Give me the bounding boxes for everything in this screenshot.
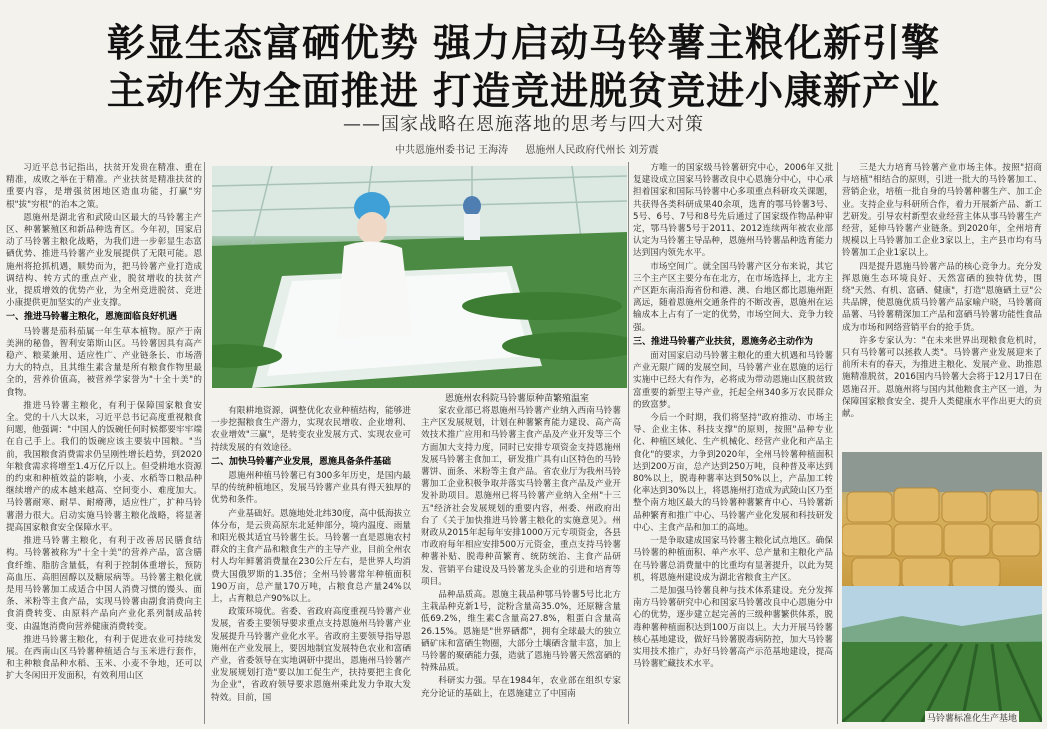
paragraph: 家农业部已将恩施州马铃薯产业纳入西南马铃薯主产区发展规划，计划在种薯繁育能力建设、高产高效技术推广应用和马铃薯主食产品及产业开发等三个方面加大支持力度，同时已安排专项资金支持恩施州发展马铃薯主食加工，研发推广具有山区特色的马铃薯饼、面条、米粉等主食产品。省农业厅为我州马铃薯加工企业积极争取并落实马铃薯主食产品及产业开发补助项目。恩施州已将马铃薯产业纳入全州"十三五"经济社会发展规划的重要内容，州委、州政府出台了《关于加快推进马铃薯主粮化的实施意见》。州财政从2015年起每年安排1000万元专项资金，各县市政府每年相应安排500万元资金，重点支持马铃薯种薯补贴、脱毒种苗繁育、统防统治、主食产品研发、营销平台建设及马铃薯龙头企业的引进和培育等项目。	[421, 406, 621, 587]
paragraph: 品种品质高。恩施主栽品种鄂马铃薯5号比北方主栽品种克新1号，淀粉含量高35.0%，还原糖含量低69.2%，维生素C含量高27.8%，粗蛋白含量高26.15%。恩施是"世界硒都"，拥有全球最大的独立硒矿床和富硒生物圈，大部分土壤硒含量丰富，加上马铃薯的聚硒能力强，造就了恩施马铃薯天然富硒的特殊品质。	[421, 590, 621, 674]
greenhouse-photo	[212, 166, 627, 388]
article-column-2	[211, 405, 411, 725]
column-divider	[628, 162, 629, 724]
paragraph: 政策环境优。省委、省政府高度重视马铃薯产业发展，省委主要领导要求重点支持恩施州马铃薯产业发展提升马铃薯产业化水平。省政府主要领导指导恩施州在产业发展上，要因地制宜发展特色农业和富硒产业，省委领导在实地调研中提出，恩施州马铃薯产业发展规划打造"要以加工促生产，扶持要把主食化为企业"，省政府领导要求恩施州乘此发力争取大发特效。目前，国	[211, 607, 411, 703]
section-heading: 三、推进马铃薯产业扶贫，恩施务必主动作为	[633, 336, 814, 347]
photo-caption: 恩施州农科院马铃薯原种苗繁殖温室	[445, 394, 590, 404]
paragraph: 有限耕地资源，调整优化农业种植结构，能够进一步挖掘粮食生产潜力，实现农民增收、企业增利、农业增效"三赢"，是转变农业发展方式、实现农业可持续发展的有效途径。	[211, 406, 411, 453]
byline	[395, 141, 673, 156]
article-column-3	[421, 405, 621, 725]
paragraph: 科研实力强。早在1984年，农业部在组织专家充分论证的基础上，在恩施建立了中国南	[421, 676, 621, 699]
paragraph: 恩施州是湖北省和武陵山区最大的马铃薯主产区、种薯繁殖区和新品种选育区。今年初，国家启动了马铃薯主粮化战略，为我们进一步彰显生态富硒优势、推进马铃薯产业发展提供了无限可能。恩施州将抢抓机遇，顺势而为，把马铃薯产业打造成调结构、转方式的重点产业，脱贫增收的扶贫产业，提质增效的优势产业，为全州竞进脱贫、竞进小康提供更加坚实的产业支撑。	[6, 212, 202, 309]
paragraph: 四是提升恩施马铃薯产品的核心竞争力。充分发挥恩施生态环境良好、天然富硒的独特优势，围绕"天然、有机、富硒、健康"，打造"恩施硒土豆"公共品牌，使恩施优质马铃薯产品家喻户晓，马铃薯商品薯、马铃薯精深加工产品和富硒马铃薯功能性食品成为市场和网络营销平台的抢手货。	[842, 261, 1042, 333]
paragraph: 二是加强马铃薯良种与技术体系建设。充分发挥南方马铃薯研究中心和国家马铃薯改良中心恩施分中心的优势，逐步建立起完善的三级种薯繁供体系，脱毒种薯种植面积达到100万亩以上。大力开展马铃薯核心基地建设，做好马铃薯脱毒病防控，加大马铃薯实用技术推广，办好马铃薯高产示范基地建设，提高马铃薯贮藏技术水平。	[633, 585, 833, 670]
paragraph: 市场空间广。就全国马铃薯产区分布来说，其它三个主产区主要分布在北方，在市场选择上，北方主产区距东南沿海省份和港、澳、台地区都比恩施州距离远，随着恩施州交通条件的不断改善，恩施州在运输成本上占有了一定的优势，市场空间大、竞争力较强。	[633, 261, 833, 333]
potato-field-photo	[842, 586, 1042, 722]
section-heading: 一、推进马铃薯主粮化，恩施面临良好机遇	[6, 312, 178, 323]
headline-line-1: 彰显生态富硒优势 强力启动马铃薯主粮化新引擎	[106, 21, 941, 65]
potato-sacks-photo	[842, 452, 1042, 592]
paragraph: 马铃薯是茄科茄属一年生草本植物。原产于南美洲的秘鲁，智利安第斯山区。马铃薯因具有高产稳产、粮菜兼用、适应性广、产业链条长、市场潜力大的特点，且其维生素含量是所有粮食作物里最全的，营养价值高，被营养学家誉为"十全十美"的食物。	[6, 326, 202, 398]
column-divider	[204, 162, 205, 724]
potato-field-illustration	[842, 586, 1042, 722]
paragraph: 一是争取建成国家马铃薯主粮化试点地区。确保马铃薯的种植面积、单产水平、总产量和主粮化产品在马铃薯总消费量中的比重均有显著提升，以此为契机，将恩施州建设成为湖北省粮食主产区。	[633, 536, 833, 583]
article-column-5	[842, 162, 1042, 444]
byline-author-1: 中共恩施州委书记 王海涛	[395, 145, 509, 156]
byline-author-2: 恩施州人民政府代州长 刘芳震	[525, 145, 659, 156]
headline-line-2: 主动作为全面推进 打造竞进脱贫竞进小康新产业	[106, 69, 941, 113]
paragraph: 习近平总书记指出，扶贫开发贵在精准、重在精准，成败之举在于精准。产业扶贫是精准扶贫的重要内容，是增强贫困地区造血功能，打赢"穷根"拔"穷根"的治本之策。	[6, 163, 202, 210]
subtitle: ——国家战略在恩施落地的思考与四大对策	[343, 114, 704, 135]
paragraph: 推进马铃薯主粮化，有利于促进农业可持续发展。在西南山区马铃薯种植适合与玉米进行套作，和主种粮食品种水稻、玉米、小麦不争地，还可以扩大冬闲田开发面积，有效利用山区	[6, 634, 202, 682]
paragraph: 今后一个时期，我们将坚持"政府推动、市场主导、企业主体、科技支撑"的原则，按照"品种专业化、种植区域化、生产机械化、经营产业化和产品主食化"的要求，力争到2020年，全州马铃薯种植面积达到200万亩，总产达到250万吨，良种普及率达到80%以上，脱毒种薯率达到50%以上，产品加工转化率达到30%以上，将恩施州打造成为武陵山区乃至整个南方地区最大的马铃薯种薯繁育中心、马铃薯新品种繁育和推广中心、马铃薯产业化发展和科技研发中心、主食产品和加工的高地。	[633, 413, 833, 533]
article-column-1	[6, 162, 202, 724]
paragraph: 推进马铃薯主粮化，有利于改善居民膳食结构。马铃薯被称为"十全十美"的营养产品，富含膳食纤维、脂肪含量低，有利于控制体重增长，预防高血压、高胆固醇以及糖尿病等。马铃薯主粮化就是用马铃薯加工成适合中国人消费习惯的馒头、面条、米粉等主食产品，实现马铃薯由副食消费向主食消费转变、由原料产品向产业化系列制成品转变、由温饱消费向营养健康消费转变。	[6, 536, 202, 632]
column-divider	[837, 162, 838, 724]
paragraph: 产业基础好。恩施地处北纬30度，高中低海拔立体分布，是云贵高原东北延伸部分，境内温度、雨量和阳光极其适宜马铃薯生长。马铃薯一直是恩施农村群众的主食产品和粮食生产的主导产业，目前全州农村人均年鲜薯消费量在230公斤左右，是世界人均消费大国俄罗斯的1.35倍；全州马铃薯常年种植面积190万亩，总产量170万吨，占粮食总产量24%以上，占育粮总产90%以上。	[211, 508, 411, 605]
section-heading: 二、加快马铃薯产业发展，恩施具备条件基础	[211, 456, 392, 467]
paragraph: 许多专家认为："在未来世界出现粮食危机时，只有马铃薯可以拯救人类"。马铃薯产业发展迎来了前所未有的春天，为推进主粮化、发展产业、助推恩施精准脱贫，2016国内马铃薯大会将于12月17日在恩施召开。恩施州将与国内其他粮食主产区一道，为保障国家粮食安全、提升人类健康水平作出更大的贡献。	[842, 335, 1042, 420]
paragraph: 面对国家启动马铃薯主粮化的重大机遇和马铃薯产业无限广阔的发展空间，马铃薯产业在恩施的运行实施中已经大有作为，必将成为带动恩施山区脱贫致富重要的新型主导产业，托起全州340多万农民群众的致富梦。	[633, 351, 833, 410]
article-column-4	[633, 162, 833, 724]
greenhouse-illustration	[212, 166, 627, 388]
paragraph: 方唯一的国家级马铃薯研究中心，2006年又批复建设成立国家马铃薯改良中心恩施分中心，中心承担着国家和国际马铃薯中心多项重点科研攻关课题，共获得各类科研成果40余项，选育的鄂马铃薯3号、5号、6号、7号和8号先后通过了国家级作物品种审定，鄂马铃薯5号于2011、2012连续两年被农业部认定为马铃薯主导品种，恩施州马铃薯品种选育能力达到国内领先水平。	[633, 163, 833, 259]
paragraph: 推进马铃薯主粮化，有利于保障国家粮食安全。党的十八大以来，习近平总书记高度重视粮食问题，他强调："中国人的饭碗任何时候都要牢牢端在自己手上。我们的饭碗应该主要装中国粮。"当前，我国粮食消费需求仍呈刚性增长趋势，到2020年粮食需求将增至1.4万亿斤以上。但受耕地水资源的约束和种植效益的影响，小麦、水稻等口粮品种继续增产的成本越来越高、空间变小、难度加大。马铃薯耐寒、耐旱、耐瘠薄，适应性广，扩种马铃薯潜力很大。启动实施马铃薯主粮化战略，将显著提高国家粮食安全保障水平。	[6, 400, 202, 533]
photo-caption: 马铃薯标准化生产基地	[925, 711, 1019, 724]
paragraph: 恩施州种植马铃薯已有300多年历史，是国内最早的传统种植地区，发展马铃薯产业具有得天独厚的优势和条件。	[211, 471, 411, 506]
potato-sacks-illustration	[842, 452, 1042, 592]
paragraph: 三是大力培育马铃薯产业市场主体。按照"招商与培植"相结合的原则，引进一批大的马铃薯加工、营销企业，培植一批自身的马铃薯种薯生产、加工企业。支持企业与科研所合作，着力开展新产品、新工艺研发。引导农村新型农业经营主体从事马铃薯生产经营，延伸马铃薯产业链条。到2020年，全州培育规模以上马铃薯加工企业3家以上，主产县市均有马铃薯加工企业1家以上。	[842, 163, 1042, 259]
